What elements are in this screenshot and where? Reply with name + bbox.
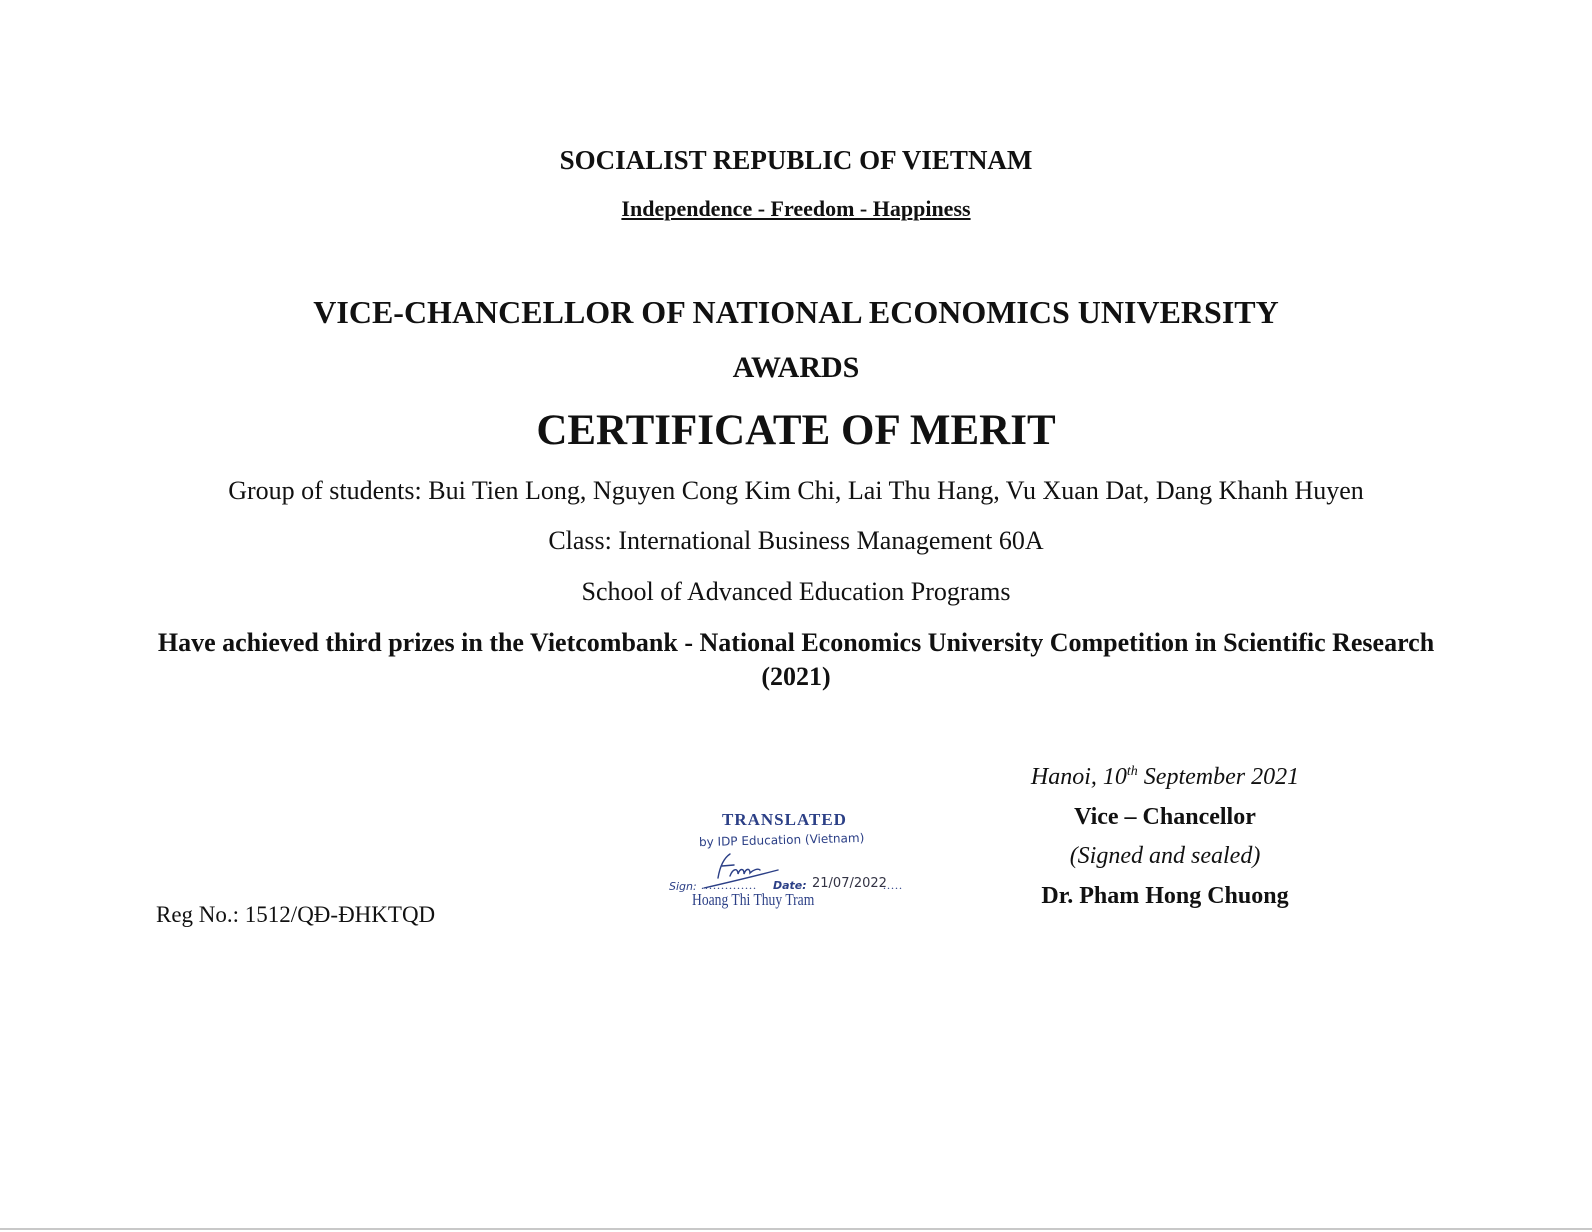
signed-and-sealed-note: (Signed and sealed) <box>1069 843 1261 869</box>
stamp-date-label: Date: <box>773 879 807 892</box>
issue-date-rest: September 2021 <box>1137 764 1300 790</box>
achievement-statement: Have achieved third prizes in the Vietcombank - National Economics University Competition in Scientific Research (2021) <box>157 628 1435 691</box>
stamp-sign-dots: .............. <box>701 878 757 892</box>
country-heading: SOCIALIST REPUBLIC OF VIETNAM <box>559 145 1033 175</box>
stamp-issuer: by IDP Education (Vietnam) <box>698 830 865 850</box>
awards-heading: AWARDS <box>732 351 860 384</box>
registration-number: Reg No.: 1512/QĐ-ĐHKTQD <box>156 902 436 927</box>
stamp-translator-name: Hoang Thi Thuy Tram <box>692 890 815 909</box>
motto-text: Independence - Freedom - Happiness <box>621 196 971 221</box>
stamp-title: TRANSLATED <box>722 810 847 829</box>
stamp-date: 21/07/2022 <box>812 876 887 891</box>
signer-name: Dr. Pham Hong Chuong <box>1041 883 1289 909</box>
school-line: School of Advanced Education Programs <box>581 577 1011 606</box>
issue-date-prefix: Hanoi, 10 <box>1030 764 1127 790</box>
issue-date <box>985 764 1345 791</box>
stamp-date-dots: ..... <box>883 878 903 892</box>
translation-stamp <box>665 808 925 918</box>
issuer-heading: VICE-CHANCELLOR OF NATIONAL ECONOMICS UNIVERSITY <box>313 294 1279 330</box>
certificate-title: CERTIFICATE OF MERIT <box>536 407 1056 454</box>
stamp-sign-label: Sign: <box>669 880 697 893</box>
signer-title: Vice – Chancellor <box>1074 804 1256 830</box>
issue-date-ordinal: th <box>1126 764 1138 779</box>
class-line: Class: International Business Management 60A <box>548 526 1044 555</box>
motto <box>0 196 1592 222</box>
group-of-students: Group of students: Bui Tien Long, Nguyen Cong Kim Chi, Lai Thu Hang, Vu Xuan Dat, Dang Khanh Huyen <box>228 476 1364 505</box>
page-bottom-divider <box>0 1228 1592 1230</box>
